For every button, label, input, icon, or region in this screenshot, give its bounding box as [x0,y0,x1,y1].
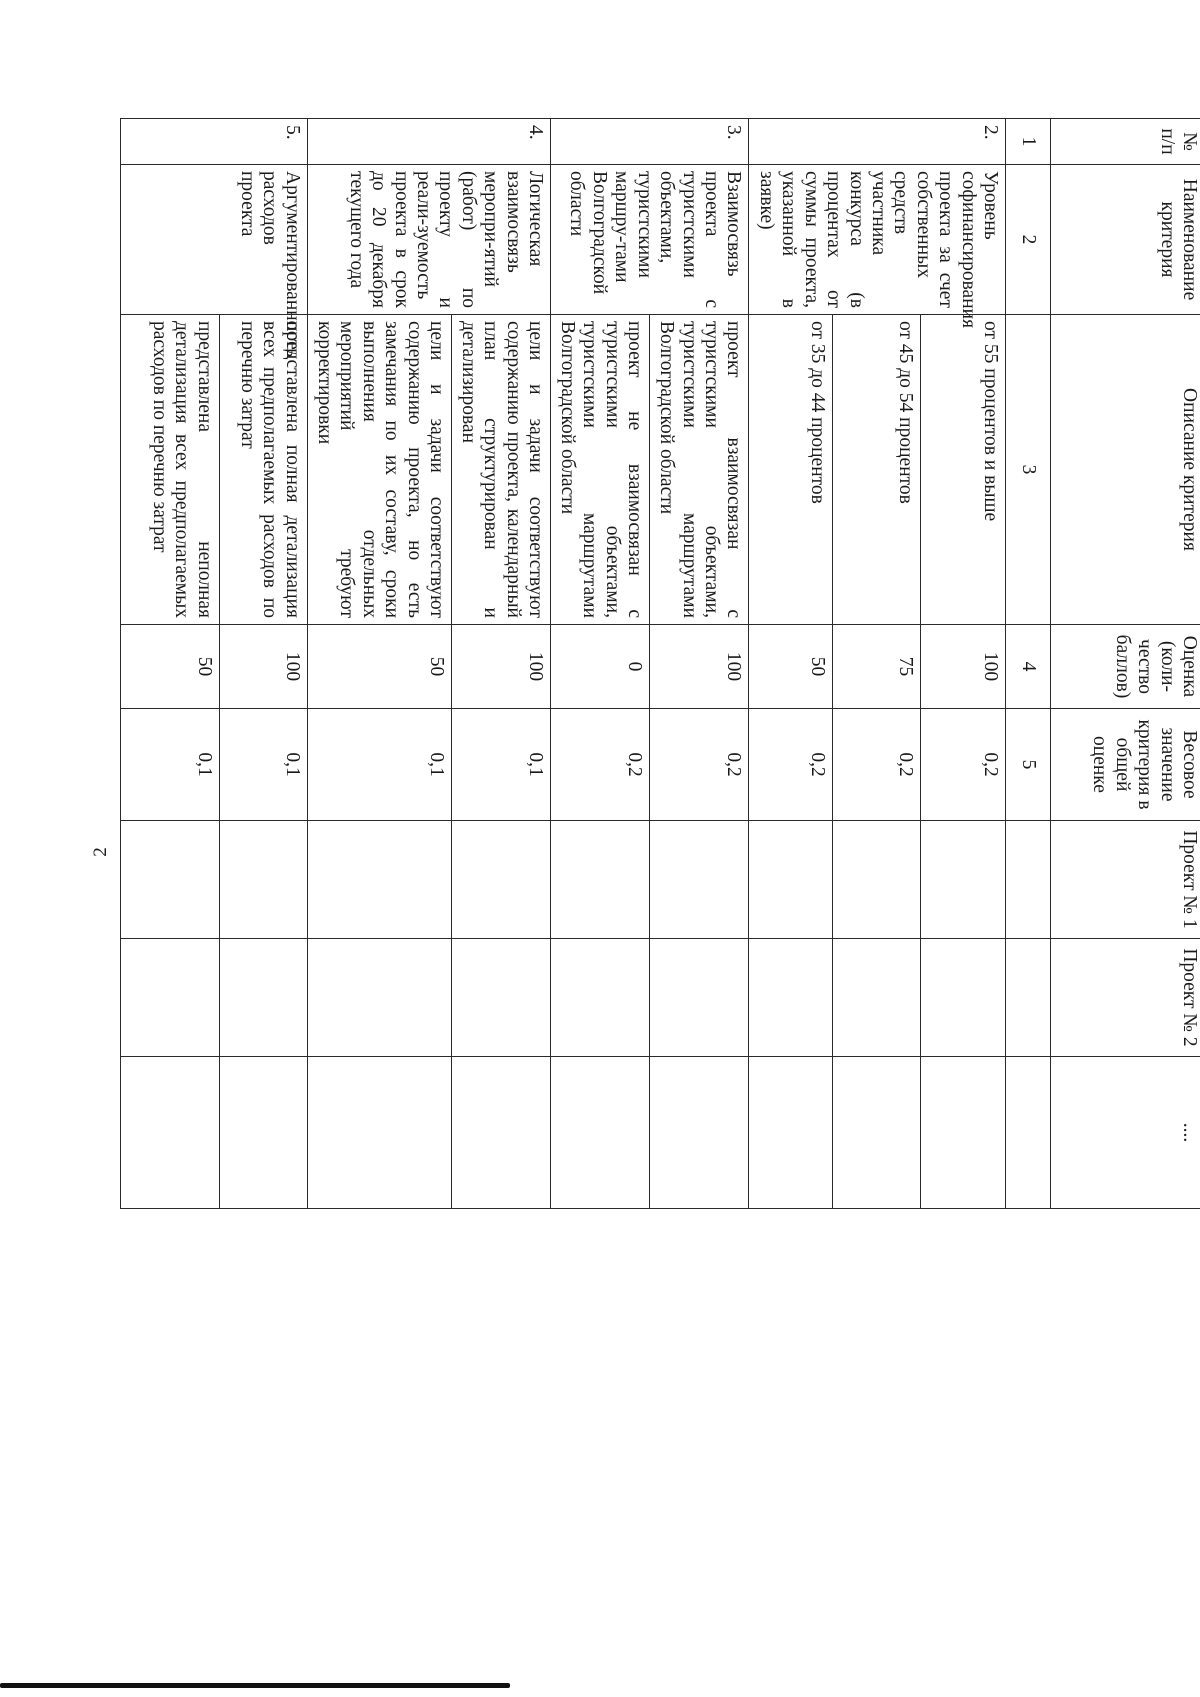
criteria-table-rotated [120,118,1200,1208]
criterion-score: 0 [551,625,650,709]
project-2-cell [307,939,451,1057]
more-cell [307,1057,451,1209]
project-2-cell [749,939,833,1057]
criterion-score: 50 [307,625,451,709]
criterion-description: цели и задачи соответствуют содержанию проекта, календарный план структурирован и детализирован [452,315,551,625]
criteria-table [120,118,1200,1209]
project-2-cell [650,939,749,1057]
criterion-description: проект не взаимосвязан с туристскими объектами, туристскими маршрутами Волгоградской области [551,315,650,625]
project-2-cell [833,939,920,1057]
criterion-description: цели и задачи соответствуют содержанию проекта, но есть замечания по их составу, сроки выполнения отдельных мероприятий требуют корректировки [307,315,451,625]
criterion-name: Логическая взаимосвязь меропри-ятий (работ) по проекту и реали-зуемость проекта в срок до 20 декабря текущего года [307,165,550,315]
header-row [1051,119,1200,1209]
header-project-1: Проект № 1 [1051,821,1200,939]
page-number: 2 [90,847,111,857]
criterion-weight: 0,1 [307,709,451,821]
project-1-cell [749,821,833,939]
table-row [920,119,1006,1209]
project-2-cell [452,939,551,1057]
table-row [650,119,749,1209]
criterion-name: Взаимосвязь проекта с туристскими объектами, туристскими маршру-тами Волгоградской области [551,165,749,315]
more-cell [551,1057,650,1209]
criterion-score: 50 [121,625,220,709]
criterion-weight: 0,2 [749,709,833,821]
index-cell: 4 [1006,625,1051,709]
header-num: № п/п [1051,119,1200,165]
header-description: Описание критерия [1051,315,1200,625]
index-row [1006,119,1051,1209]
criterion-weight: 0,1 [219,709,307,821]
criterion-score: 100 [219,625,307,709]
more-cell [219,1057,307,1209]
index-cell [1006,1057,1051,1209]
criterion-description: представлена полная детализация всех предполагаемых расходов по перечню затрат [219,315,307,625]
project-1-cell [121,821,220,939]
index-cell [1006,939,1051,1057]
index-cell [1006,821,1051,939]
criterion-weight: 0,2 [551,709,650,821]
project-1-cell [452,821,551,939]
more-cell [749,1057,833,1209]
criterion-description: от 45 до 54 процентов [833,315,920,625]
criterion-score: 75 [833,625,920,709]
project-2-cell [121,939,220,1057]
criterion-score: 100 [650,625,749,709]
header-weight: Весовое значение критерия в общей оценке [1051,709,1200,821]
project-1-cell [219,821,307,939]
project-1-cell [551,821,650,939]
table-row [452,119,551,1209]
project-2-cell [551,939,650,1057]
criterion-score: 100 [452,625,551,709]
more-cell [920,1057,1006,1209]
more-cell [650,1057,749,1209]
index-cell: 2 [1006,165,1051,315]
criterion-description: от 35 до 44 процентов [749,315,833,625]
criterion-description: проект взаимосвязан с туристскими объектами, туристскими маршрутами Волгоградской области [650,315,749,625]
more-cell [833,1057,920,1209]
project-1-cell [833,821,920,939]
criterion-number: 5. [121,119,308,165]
criterion-weight: 0,2 [650,709,749,821]
criterion-name: Уровень софинансирования проекта за счет собственных средств участника конкурса (в процентах от суммы проекта, указанной в заявке) [749,165,1006,315]
criterion-number: 2. [749,119,1006,165]
criterion-score: 50 [749,625,833,709]
more-cell [452,1057,551,1209]
header-project-2: Проект № 2 [1051,939,1200,1057]
criterion-description: представлена неполная детализация всех предполагаемых расходов по перечню затрат [121,315,220,625]
header-name: Наименование критерия [1051,165,1200,315]
project-1-cell [650,821,749,939]
project-1-cell [307,821,451,939]
project-2-cell [219,939,307,1057]
criterion-number: 3. [551,119,749,165]
header-more: .... [1051,1057,1200,1209]
project-2-cell [920,939,1006,1057]
project-1-cell [920,821,1006,939]
criterion-description: от 55 процентов и выше [920,315,1006,625]
criterion-weight: 0,2 [833,709,920,821]
criterion-weight: 0,2 [920,709,1006,821]
table-row [219,119,307,1209]
criterion-name: Аргументированность расходов проекта [121,165,308,315]
criterion-score: 100 [920,625,1006,709]
header-score: Оценка (коли-чество баллов) [1051,625,1200,709]
index-cell: 5 [1006,709,1051,821]
more-cell [121,1057,220,1209]
scan-edge-bar [0,1683,510,1688]
index-cell: 3 [1006,315,1051,625]
criterion-weight: 0,1 [452,709,551,821]
index-cell: 1 [1006,119,1051,165]
criterion-number: 4. [307,119,550,165]
criterion-weight: 0,1 [121,709,220,821]
